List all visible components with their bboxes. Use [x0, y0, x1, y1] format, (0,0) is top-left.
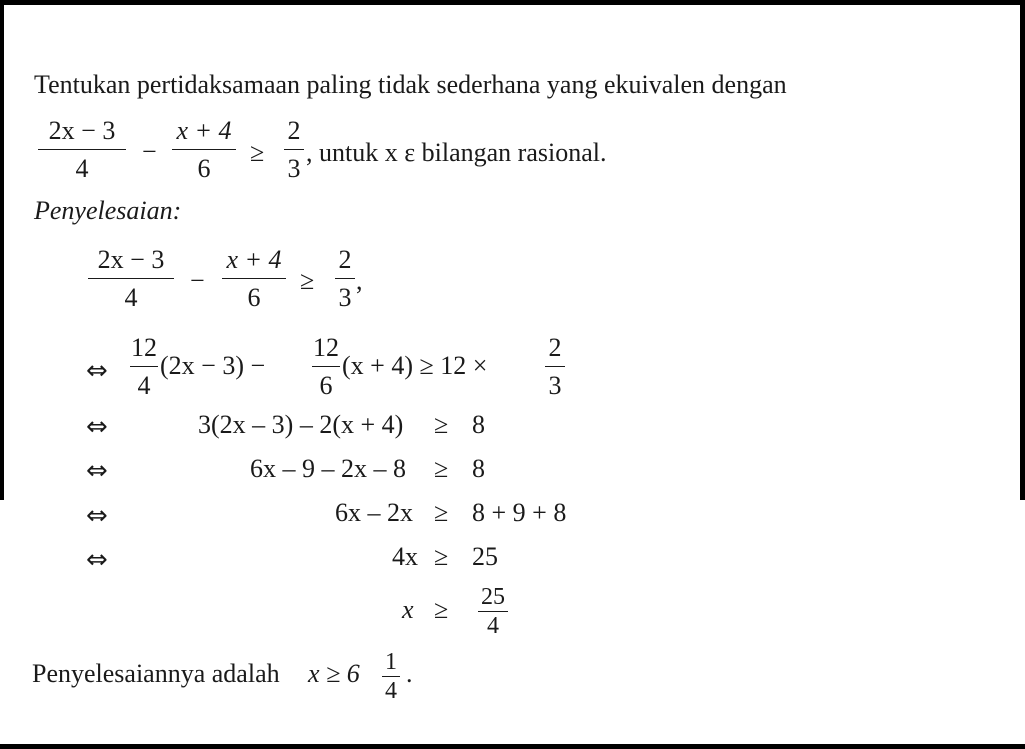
problem-fraction-2 — [172, 118, 236, 182]
line0-fraction-1 — [88, 247, 174, 311]
fraction-bar — [382, 676, 400, 677]
equivalence-arrow-icon: ⇔ — [86, 501, 108, 531]
border-corner-right — [1020, 744, 1025, 749]
line5-lhs: 4x — [392, 542, 418, 571]
fraction-numerator: x + 4 — [226, 245, 282, 274]
fraction-denominator: 6 — [247, 283, 261, 313]
line4-rhs: 8 + 9 + 8 — [472, 498, 567, 527]
conclusion-expression: x ≥ 6 — [308, 659, 360, 688]
fraction-bar — [478, 611, 508, 612]
problem-fraction-1 — [38, 118, 126, 182]
line1-fraction-a — [130, 335, 158, 399]
problem-tail: , untuk x ε bilangan rasional. — [306, 138, 607, 167]
line2-lhs: 3(2x – 3) – 2(x + 4) — [198, 410, 404, 439]
line4-lhs: 6x – 2x — [335, 498, 413, 527]
fraction-bar — [38, 149, 126, 150]
fraction-numerator: 2x − 3 — [48, 116, 116, 145]
fraction-bar — [130, 366, 158, 367]
fraction-bar — [88, 278, 174, 279]
fraction-denominator: 4 — [124, 283, 138, 313]
line2-relation: ≥ — [434, 410, 449, 439]
fraction-numerator: 12 — [131, 333, 157, 362]
line1-part-b: (x + 4) ≥ 12 × — [342, 351, 488, 380]
fraction-denominator: 3 — [338, 283, 352, 313]
fraction-bar — [335, 278, 355, 279]
minus-sign: − — [190, 266, 205, 295]
fraction-bar — [222, 278, 286, 279]
fraction-bar — [545, 366, 565, 367]
fraction-numerator: 25 — [481, 584, 505, 610]
fraction-denominator: 4 — [137, 371, 151, 401]
fraction-numerator: 2 — [338, 245, 352, 274]
line4-relation: ≥ — [434, 498, 449, 527]
equivalence-arrow-icon: ⇔ — [86, 545, 108, 575]
fraction-numerator: 12 — [313, 333, 339, 362]
problem-fraction-3 — [284, 118, 304, 182]
fraction-denominator: 3 — [287, 154, 301, 184]
line1-fraction-c — [545, 335, 565, 399]
geq-sign: ≥ — [250, 138, 265, 167]
line3-rhs: 8 — [472, 454, 485, 483]
fraction-bar — [284, 149, 304, 150]
fraction-numerator: 2 — [548, 333, 562, 362]
line6-lhs: x — [402, 595, 414, 624]
line1-part-a: (2x − 3) − — [160, 351, 266, 380]
conclusion-fraction — [382, 650, 400, 703]
conclusion-period: . — [406, 659, 413, 688]
conclusion-text: Penyelesaiannya adalah — [32, 659, 280, 688]
fraction-denominator: 3 — [548, 371, 562, 401]
fraction-denominator: 4 — [385, 678, 397, 705]
line5-rhs: 25 — [472, 542, 498, 571]
fraction-denominator: 4 — [487, 613, 499, 640]
fraction-denominator: 4 — [75, 154, 89, 184]
line6-fraction — [478, 585, 508, 638]
line3-lhs: 6x – 9 – 2x – 8 — [250, 454, 406, 483]
line2-rhs: 8 — [472, 410, 485, 439]
line0-tail: , — [356, 266, 363, 295]
fraction-numerator: x + 4 — [176, 116, 232, 145]
border-gap-right — [1020, 500, 1025, 749]
line0-fraction-2 — [222, 247, 286, 311]
equivalence-arrow-icon: ⇔ — [86, 412, 108, 442]
minus-sign: − — [142, 137, 157, 166]
line0-fraction-3 — [335, 247, 355, 311]
line5-relation: ≥ — [434, 542, 449, 571]
line3-relation: ≥ — [434, 454, 449, 483]
equivalence-arrow-icon: ⇔ — [86, 356, 108, 386]
border-corner-left — [0, 744, 4, 749]
solution-heading: Penyelesaian: — [34, 196, 182, 225]
geq-sign: ≥ — [300, 266, 315, 295]
fraction-numerator: 2 — [287, 116, 301, 145]
fraction-numerator: 1 — [385, 649, 397, 675]
fraction-numerator: 2x − 3 — [97, 245, 165, 274]
fraction-denominator: 6 — [319, 371, 333, 401]
equivalence-arrow-icon: ⇔ — [86, 456, 108, 486]
fraction-bar — [172, 149, 236, 150]
problem-prompt: Tentukan pertidaksamaan paling tidak sederhana yang ekuivalen dengan — [34, 70, 787, 99]
border-gap-left — [0, 500, 4, 749]
fraction-denominator: 6 — [197, 154, 211, 184]
fraction-bar — [312, 366, 340, 367]
line6-relation: ≥ — [434, 595, 449, 624]
line1-fraction-b — [312, 335, 340, 399]
